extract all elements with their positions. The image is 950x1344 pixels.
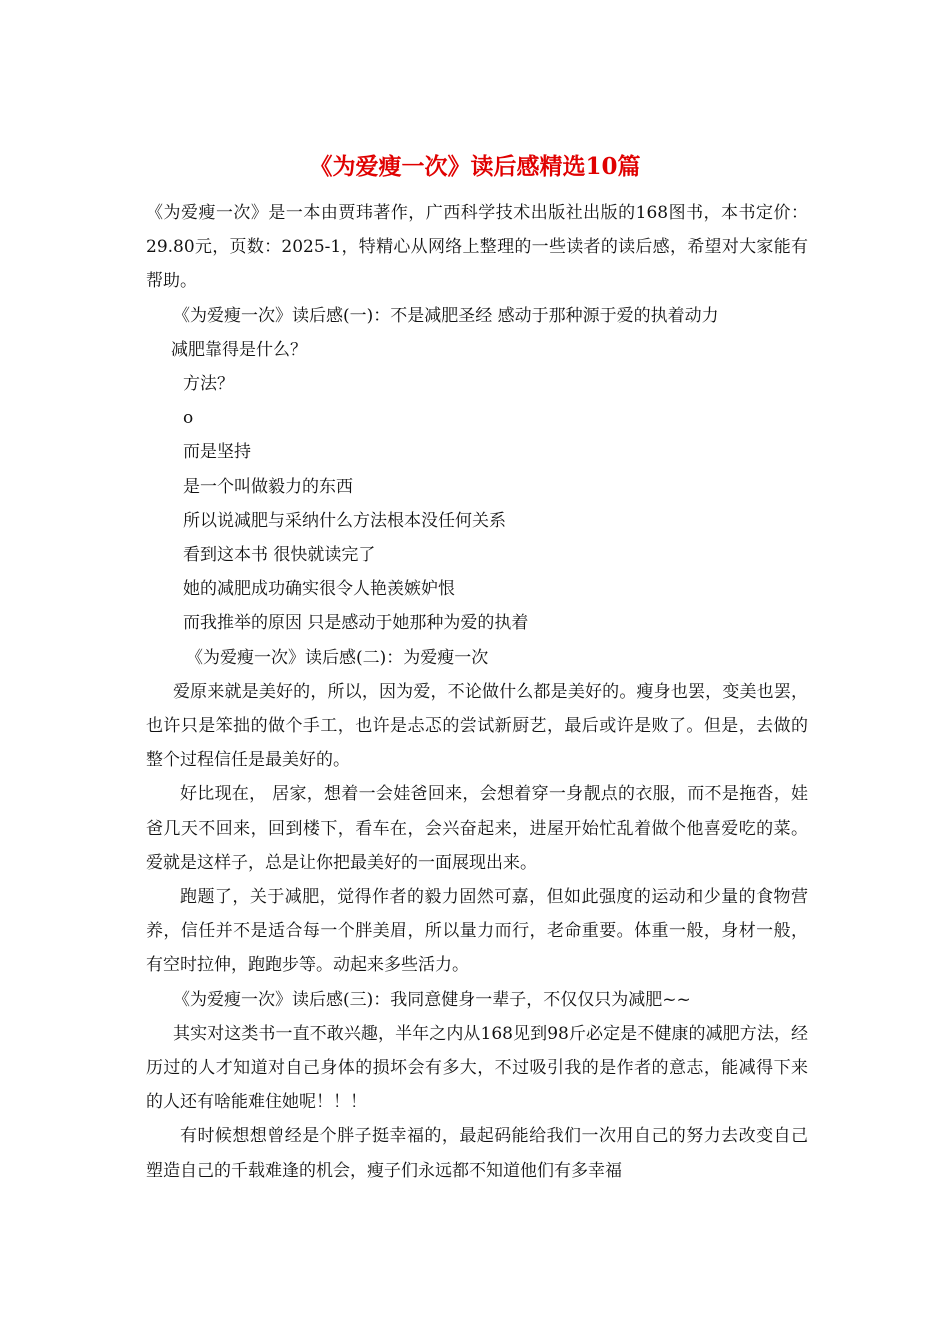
body-paragraph: 爱原来就是美好的，所以，因为爱，不论做什么都是美好的。瘦身也罢，变美也罢，也许只是笨拙的做个手工，也许是忐忑的尝试新厨艺，最后或许是败了。但是，去做的整个过程信任是最美好的。: [146, 681, 808, 771]
body-line: 她的减肥成功确实很令人艳羡嫉妒恨: [183, 579, 455, 600]
document-body: [146, 196, 808, 1188]
body-paragraph: 好比现在， 居家，想着一会娃爸回来，会想着穿一身靓点的衣服，而不是拖沓，娃爸几天不回来，回到楼下，看车在，会兴奋起来，进屋开始忙乱着做个他喜爱吃的菜。爱就是这样子，总是让你把最美好的一面展现出来。: [146, 784, 808, 873]
section-heading-2: 《为爱瘦一次》读后感(二)：为爱瘦一次: [186, 647, 489, 668]
body-line: 是一个叫做毅力的东西: [183, 476, 353, 497]
body-line: 看到这本书 很快就读完了: [183, 545, 376, 566]
body-line: 而是坚持: [183, 442, 251, 463]
intro-paragraph: 《为爱瘦一次》是一本由贾玮著作，广西科学技术出版社出版的168图书，本书定价：29.80元，页数：2025-1，特精心从网络上整理的一些读者的读后感，希望对大家能有帮助。: [146, 203, 808, 292]
body-line: 所以说减肥与采纳什么方法根本没任何关系: [183, 510, 506, 531]
body-paragraph: 有时候想想曾经是个胖子挺幸福的，最起码能给我们一次用自己的努力去改变自己塑造自己的千载难逢的机会，瘦子们永远都不知道他们有多幸福: [146, 1126, 808, 1181]
body-line: 方法？: [183, 374, 234, 395]
body-line: o: [183, 408, 194, 429]
body-paragraph: 跑题了，关于减肥，觉得作者的毅力固然可嘉，但如此强度的运动和少量的食物营养，信任并不是适合每一个胖美眉，所以量力而行，老命重要。体重一般，身材一般，有空时拉伸，跑跑步等。动起来多些活力。: [146, 887, 808, 976]
document-title: 《为爱瘦一次》读后感精选10篇: [309, 153, 641, 180]
body-line: 减肥靠得是什么？: [171, 339, 307, 360]
section-heading-1: 《为爱瘦一次》读后感(一)：不是减肥圣经 感动于那种源于爱的执着动力: [173, 305, 719, 326]
body-line: 而我推举的原因 只是感动于她那种为爱的执着: [183, 613, 529, 634]
body-paragraph: 其实对这类书一直不敢兴趣，半年之内从168见到98斤必定是不健康的减肥方法，经历过的人才知道对自己身体的损坏会有多大，不过吸引我的是作者的意志，能减得下来的人还有啥能难住她呢！！！: [146, 1023, 808, 1113]
section-heading-3: 《为爱瘦一次》读后感(三)：我同意健身一辈子，不仅仅只为减肥~~: [173, 989, 691, 1010]
